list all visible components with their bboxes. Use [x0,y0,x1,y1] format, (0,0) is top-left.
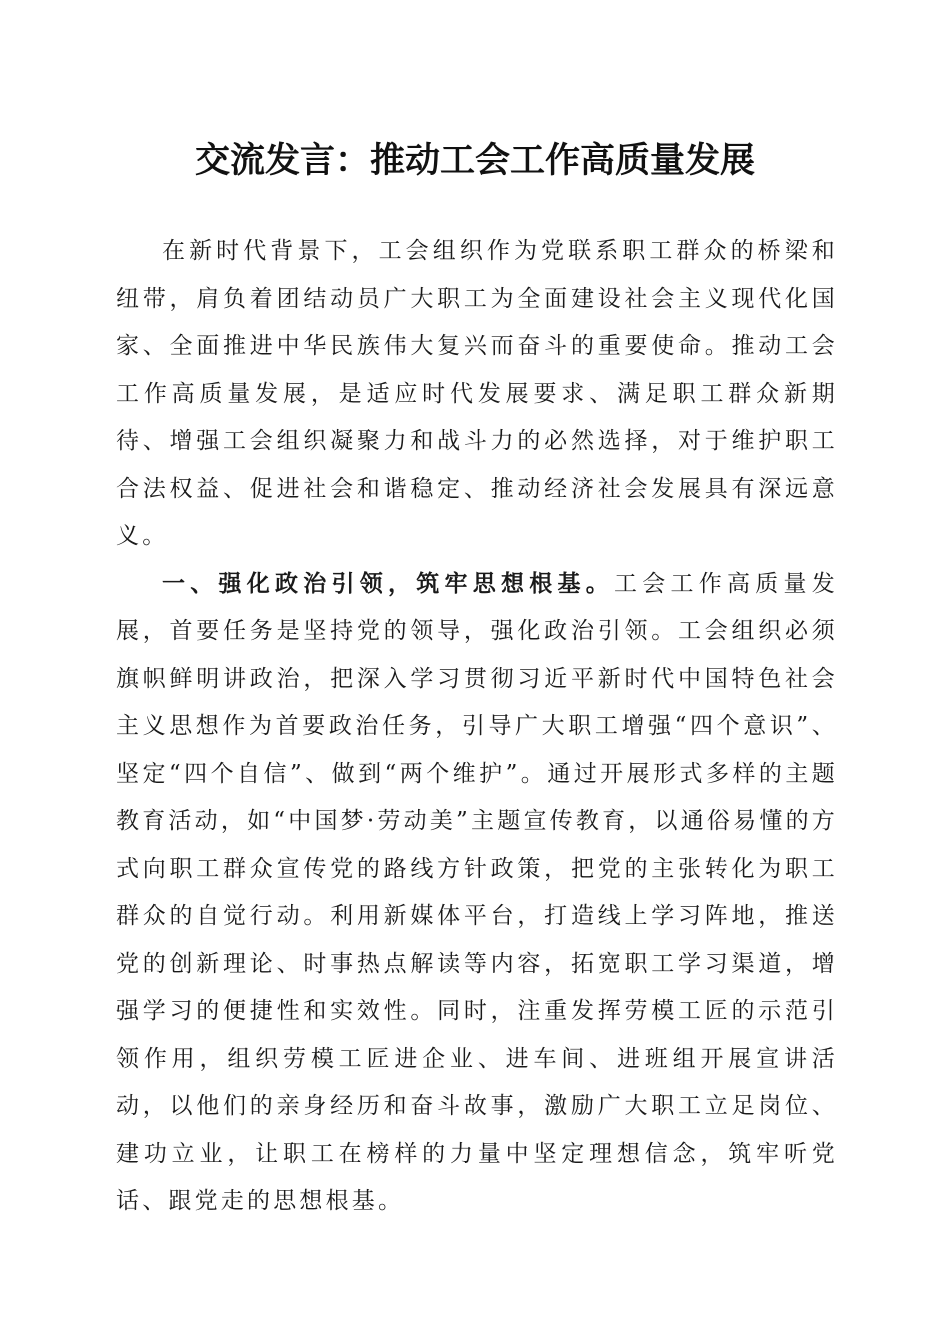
section-1-body: 工会工作高质量发展，首要任务是坚持党的领导，强化政治引领。工会组织必须旗帜鲜明讲政治，把深入学习贯彻习近平新时代中国特色社会主义思想作为首要政治任务，引导广大职工增强“四个意识”、坚定“四个自信”、做到“两个维护”。通过开展形式多样的主题教育活动，如“中国梦·劳动美”主题宣传教育，以通俗易懂的方式向职工群众宣传党的路线方针政策，把党的主张转化为职工群众的自觉行动。利用新媒体平台，打造线上学习阵地，推送党的创新理论、时事热点解读等内容，拓宽职工学习渠道，增强学习的便捷性和实效性。同时，注重发挥劳模工匠的示范引领作用，组织劳模工匠进企业、进车间、进班组开展宣讲活动，以他们的亲身经历和奋斗故事，激励广大职工立足岗位、建功立业，让职工在榜样的力量中坚定理想信念，筑牢听党话、跟党走的思想根基。 [116,570,838,1214]
section-1-paragraph [116,561,838,1226]
intro-paragraph: 在新时代背景下，工会组织作为党联系职工群众的桥梁和纽带，肩负着团结动员广大职工为全面建设社会主义现代化国家、全面推进中华民族伟大复兴而奋斗的重要使命。推动工会工作高质量发展，是适应时代发展要求、满足职工群众新期待、增强工会组织凝聚力和战斗力的必然选择，对于维护职工合法权益、促进社会和谐稳定、推动经济社会发展具有深远意义。 [116,238,838,549]
section-1-heading: 一、强化政治引领，筑牢思想根基。 [162,570,615,597]
document-body [116,228,838,1226]
document-title: 交流发言：推动工会工作高质量发展 [194,140,755,181]
